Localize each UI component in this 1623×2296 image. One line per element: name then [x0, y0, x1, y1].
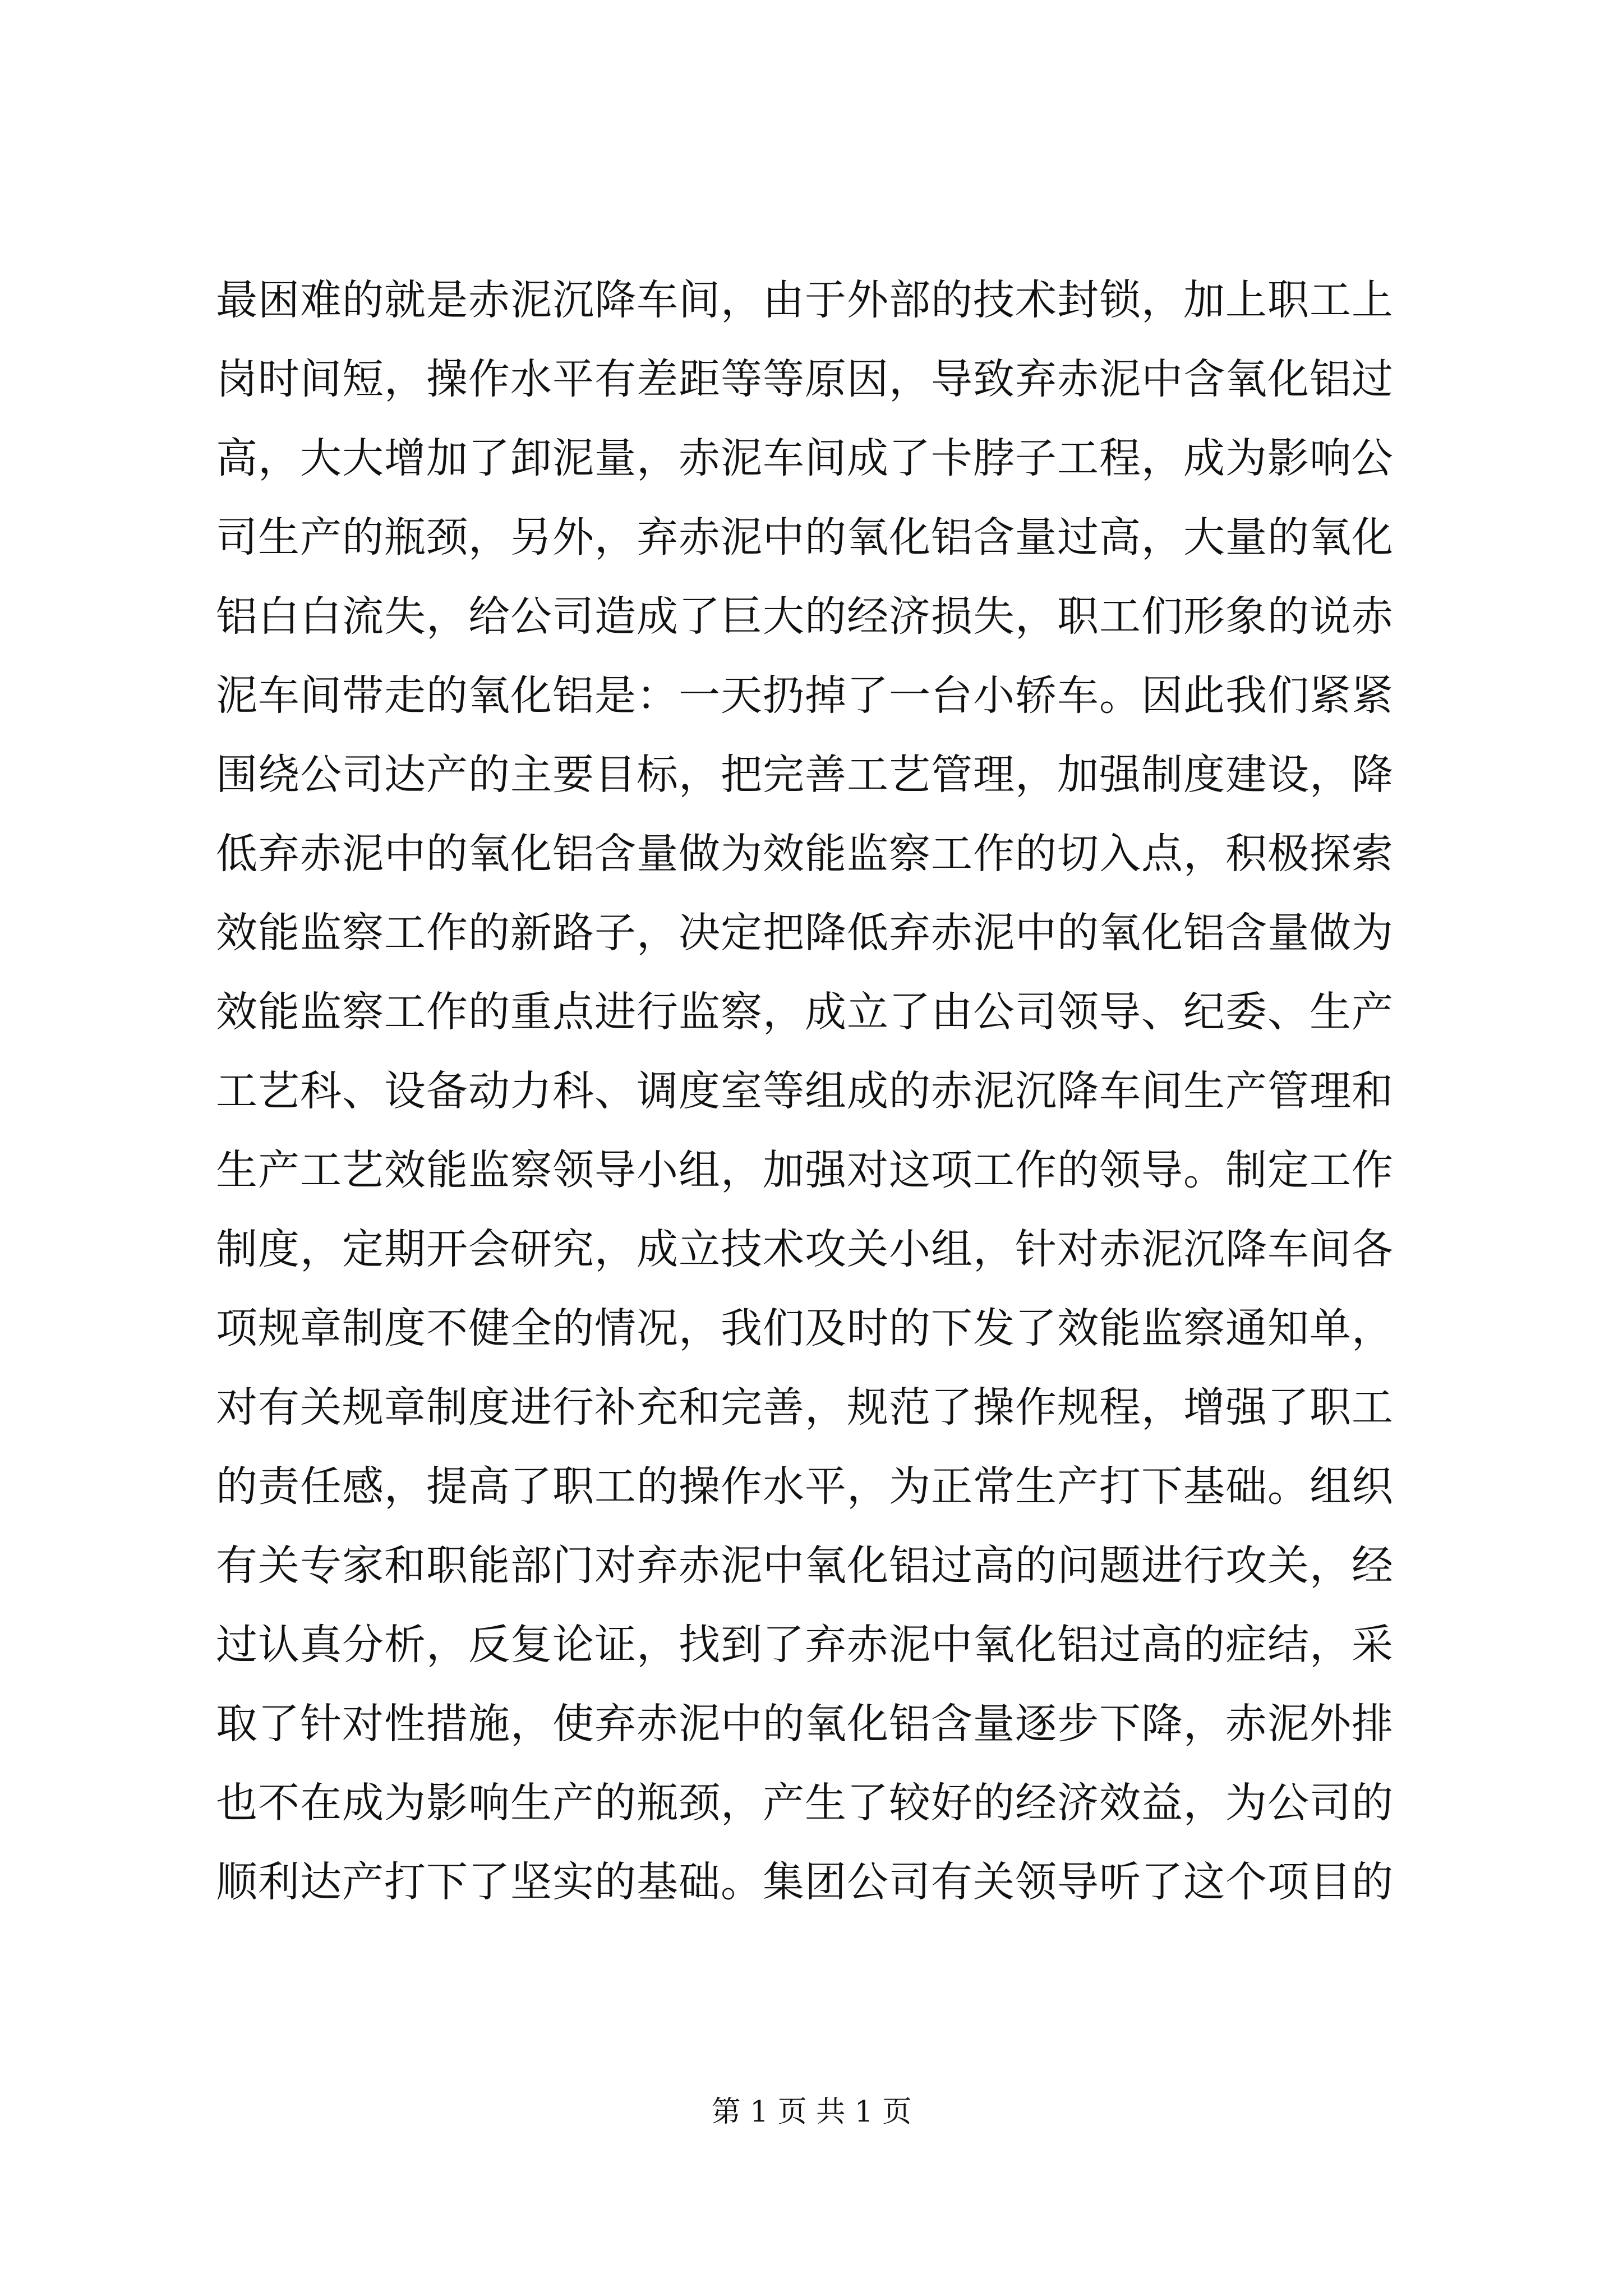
- text-line: 工艺科、设备动力科、调度室等组成的赤泥沉降车间生产管理和: [216, 1067, 1394, 1115]
- text-line: 低弃赤泥中的氧化铝含量做为效能监察工作的切入点，积极探索: [216, 830, 1394, 878]
- text-line: 制度，定期开会研究，成立技术攻关小组，针对赤泥沉降车间各: [216, 1225, 1394, 1273]
- text-line: 对有关规章制度进行补充和完善，规范了操作规程，增强了职工: [216, 1383, 1394, 1432]
- text-line: 高，大大增加了卸泥量，赤泥车间成了卡脖子工程，成为影响公: [216, 434, 1394, 482]
- text-line: 顺利达产打下了坚实的基础。集团公司有关领导听了这个项目的: [216, 1858, 1394, 1906]
- text-line: 铝白白流失，给公司造成了巨大的经济损失，职工们形象的说赤: [216, 592, 1394, 641]
- body-paragraph: [216, 261, 1427, 1922]
- text-line: 最困难的就是赤泥沉降车间，由于外部的技术封锁，加上职工上: [216, 276, 1394, 324]
- text-line: 有关专家和职能部门对弃赤泥中氧化铝过高的问题进行攻关，经: [216, 1542, 1394, 1590]
- text-line: 也不在成为影响生产的瓶颈，产生了较好的经济效益，为公司的: [216, 1779, 1394, 1827]
- text-line: 岗时间短，操作水平有差距等等原因，导致弃赤泥中含氧化铝过: [216, 355, 1394, 403]
- text-line: 泥车间带走的氧化铝是：一天扔掉了一台小轿车。因此我们紧紧: [216, 671, 1394, 720]
- text-line: 项规章制度不健全的情况，我们及时的下发了效能监察通知单，: [216, 1304, 1394, 1352]
- text-line: 过认真分析，反复论证，找到了弃赤泥中氧化铝过高的症结，采: [216, 1621, 1394, 1669]
- text-line: 围绕公司达产的主要目标，把完善工艺管理，加强制度建设，降: [216, 751, 1394, 799]
- text-line: 生产工艺效能监察领导小组，加强对这项工作的领导。制定工作: [216, 1146, 1394, 1194]
- text-line: 效能监察工作的重点进行监察，成立了由公司领导、纪委、生产: [216, 988, 1394, 1036]
- text-line: 司生产的瓶颈，另外，弃赤泥中的氧化铝含量过高，大量的氧化: [216, 513, 1394, 562]
- page-number-footer: 第 1 页 共 1 页: [711, 2095, 912, 2129]
- text-line: 效能监察工作的新路子，决定把降低弃赤泥中的氧化铝含量做为: [216, 909, 1394, 957]
- text-line: 的责任感，提高了职工的操作水平，为正常生产打下基础。组织: [216, 1462, 1394, 1511]
- text-line: 取了针对性措施，使弃赤泥中的氧化铝含量逐步下降，赤泥外排: [216, 1700, 1394, 1748]
